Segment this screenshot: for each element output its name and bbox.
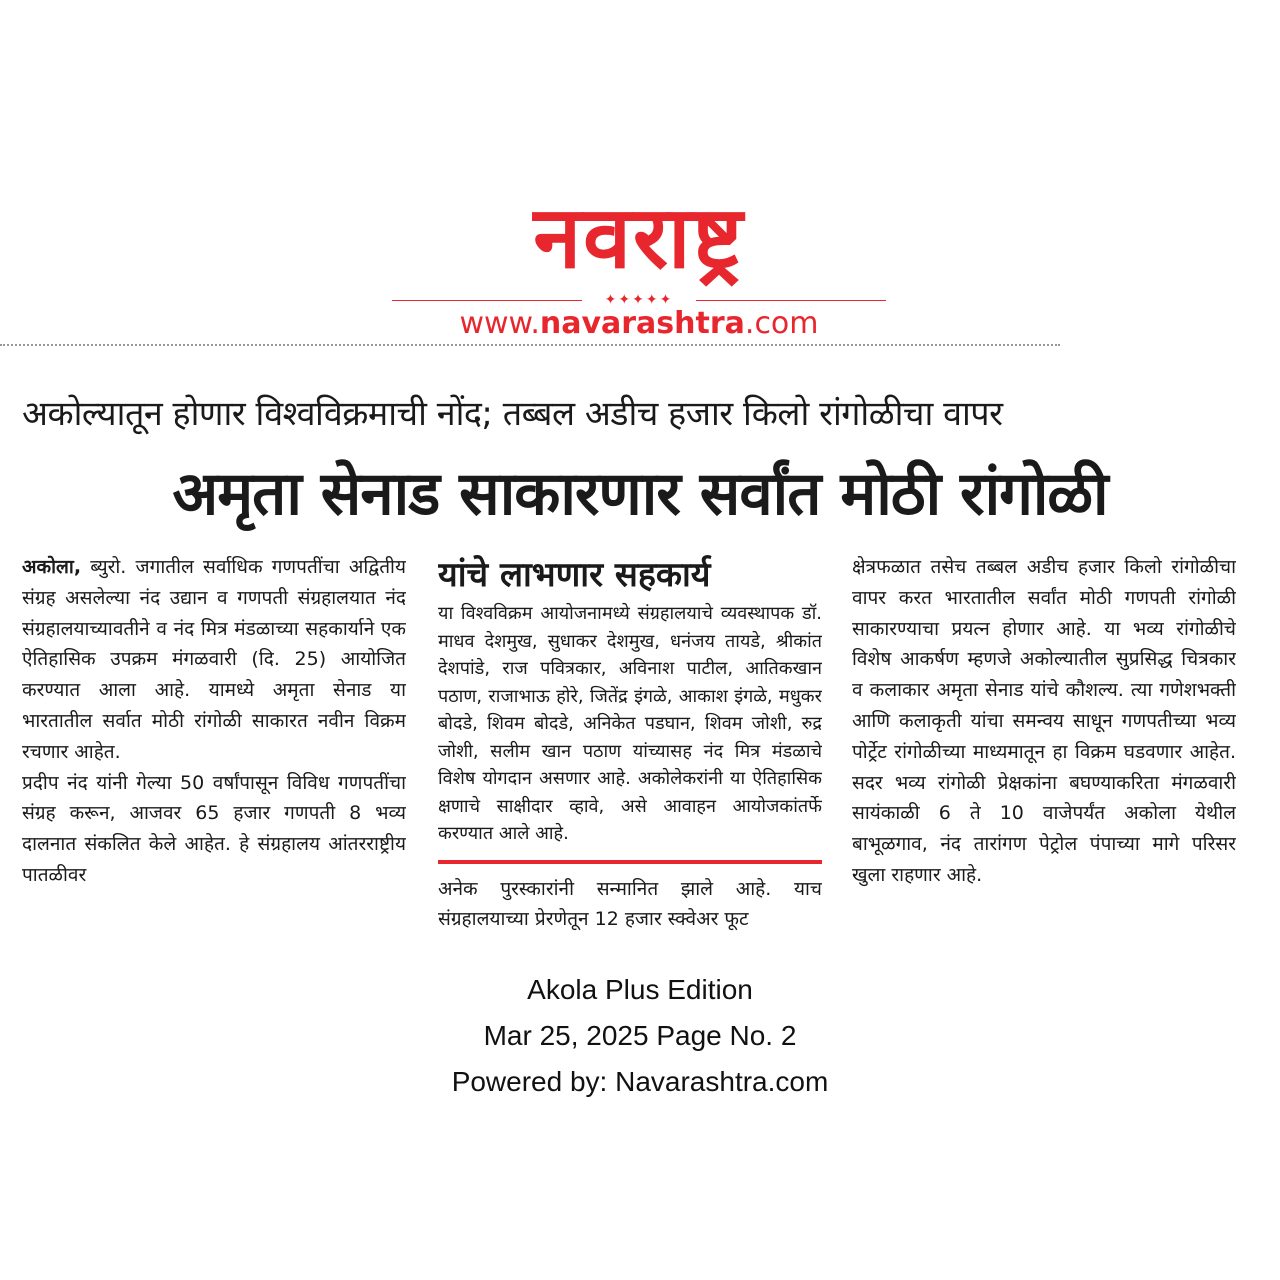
powered-by-link[interactable]: Powered by: Navarashtra.com — [451, 1066, 829, 1097]
article-column-2 — [438, 552, 822, 956]
column-2-continuation: अनेक पुरस्कारांनी सन्मानित झाले आहे. याच संग्रहालयाच्या प्रेरणेतून 12 हजार स्क्वेअर फूट — [438, 877, 822, 931]
dateline: अकोला, — [22, 556, 82, 578]
article-subheadline: अकोल्यातून होणार विश्वविक्रमाची नोंद; तब्बल अडीच हजार किलो रांगोळीचा वापर — [22, 394, 1003, 434]
date-page-label: Mar 25, 2025 Page No. 2 — [483, 1020, 797, 1051]
newspaper-logo: नवराष्ट्र — [533, 188, 745, 288]
url-domain: navarashtra — [539, 306, 745, 341]
masthead — [392, 186, 886, 346]
article-headline: अमृता सेनाड साकारणार सर्वांत मोठी रांगोळी — [172, 459, 1108, 529]
url-suffix: .com — [744, 306, 819, 341]
column-1-paragraph-1 — [22, 552, 406, 768]
column-1-paragraph-2: प्रदीप नंद यांनी गेल्या 50 वर्षांपासून विविध गणपतींचा संग्रह करून, आजवर 65 हजार गणपती 8 भव्य दालनात संकलित केले आहेत. हे संग्रहालय आंतरराष्ट्रीय पातळीवर — [22, 771, 406, 886]
column-3-paragraph: क्षेत्रफळात तसेच तब्बल अडीच हजार किलो रांगोळीचा वापर करत भारतातील सर्वांत मोठी गणपती रांगोळी साकारण्याचा प्रयत्न होणार आहे. या भव्य रांगोळीचे विशेष आकर्षण म्हणजे अकोल्यातील सुप्रसिद्ध चित्रकार व कलाकार अमृता सेनाड यांचे कौशल्य. त्या गणेशभक्ती आणि कलाकृती यांचा समन्वय साधून गणपतीच्या भव्य पोर्ट्रेट रांगोळीच्या माध्यमातून हा विक्रम घडवणार आहेत. सदर भव्य रांगोळी प्रेक्षकांना बघण्याकरिता मंगळवारी सायंकाळी 6 ते 10 वाजेपर्यंत अकोला येथील बाभूळगाव, नंद तारांगण पेट्रोल पंपाच्या मागे परिसर खुला राहणार आहे. — [852, 556, 1236, 886]
column-1-text-1: ब्युरो. जगातील सर्वाधिक गणपतींचा अद्वितीय संग्रह असलेल्या नंद उद्यान व गणपती संग्रहालयात नंद संग्रहालयाच्यावतीने व नंद मित्र मंडळाच्या सहकार्याने एक ऐतिहासिक उपक्रम मंगळवारी (दि. 25) आयोजित करण्यात आला आहे. यामध्ये अमृता सेनाड या भारतातील सर्वात मोठी रांगोळी साकारत नवीन विक्रम रचणार आहेत. — [22, 556, 406, 763]
sidebar-box-title: यांचे लाभणार सहकार्य — [438, 555, 711, 595]
url-prefix: www. — [459, 306, 540, 341]
edition-label: Akola Plus Edition — [527, 974, 753, 1005]
clipping-edge — [0, 344, 1060, 354]
red-divider — [438, 860, 822, 864]
article-column-3 — [852, 552, 1236, 956]
logo-stars-icon: ✦✦✦✦✦ — [582, 290, 696, 310]
sidebar-box-body: या विश्वविक्रम आयोजनामध्ये संग्रहालयाचे व्यवस्थापक डॉ. माधव देशमुख, सुधाकर देशमुख, धनंजय तायडे, श्रीकांत देशपांडे, राज पवित्रकार, अविनाश पाटील, आतिकखान पठाण, राजाभाऊ होरे, जितेंद्र इंगळे, आकाश इंगळे, मधुकर बोदडे, शिवम बोदडे, अनिकेत पडघान, शिवम जोशी, रुद्र जोशी, सलीम खान पठाण यांच्यासह नंद मित्र मंडळाचे विशेष योगदान असणार आहे. अकोलेकरांनी या ऐतिहासिक क्षणाचे साक्षीदार व्हावे, असे आवाहन आयोजकांतर्फे करण्यात आले आहे. — [438, 603, 822, 844]
masthead-url[interactable] — [392, 304, 886, 344]
article-column-1 — [22, 552, 406, 956]
